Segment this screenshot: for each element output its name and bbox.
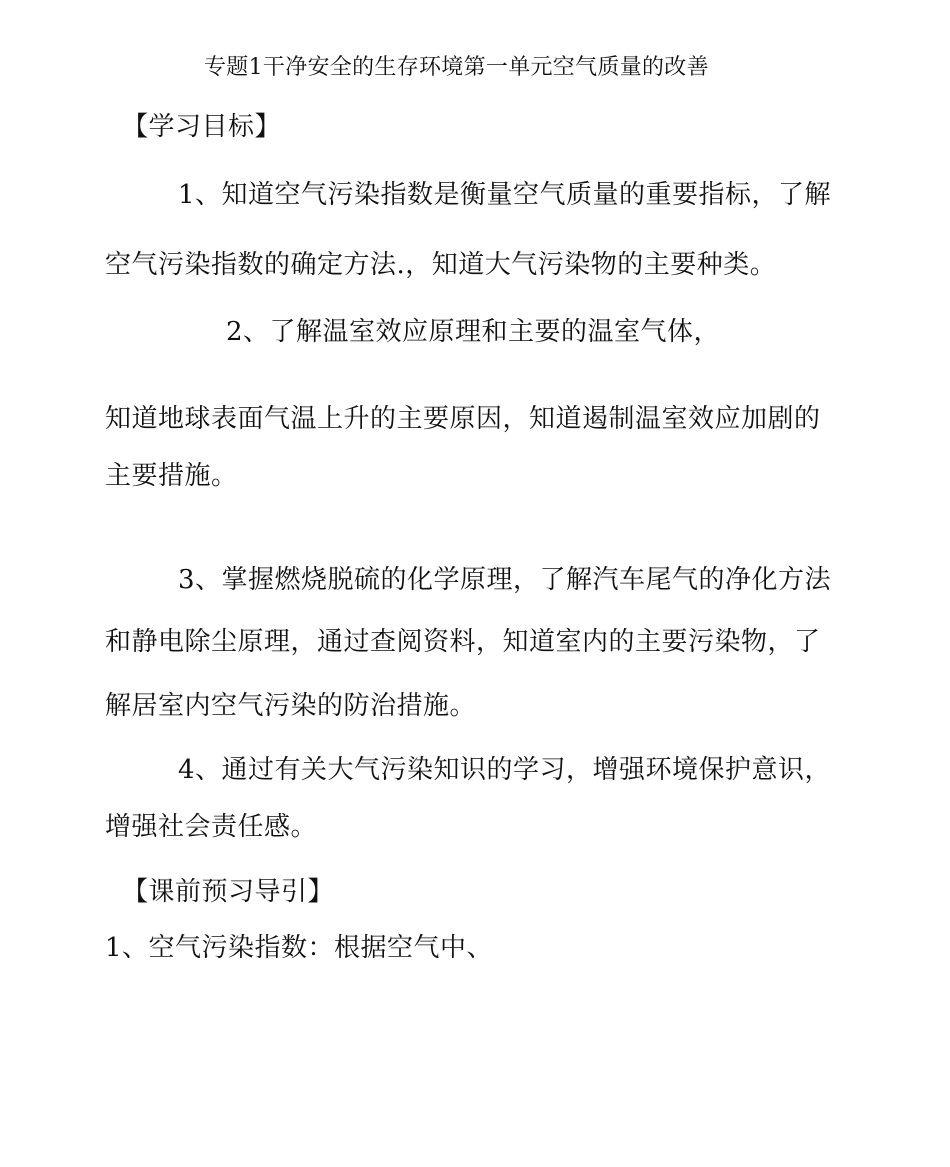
goal-1-line-1: 1、知道空气污染指数是衡量空气质量的重要指标，了解 — [178, 180, 832, 210]
goal-2-line-1: 2、了解温室效应原理和主要的温室气体， — [226, 317, 721, 347]
section-heading-goals: 【学习目标】 — [122, 112, 282, 142]
goal-2-line-3: 主要措施。 — [105, 461, 238, 491]
goal-3-line-1: 3、掌握燃烧脱硫的化学原理，了解汽车尾气的净化方法 — [178, 565, 832, 595]
section-heading-preview: 【课前预习导引】 — [122, 877, 335, 907]
goal-3-line-2: 和静电除尘原理，通过查阅资料，知道室内的主要污染物，了 — [105, 627, 821, 657]
goal-4-line-2: 增强社会责任感。 — [105, 812, 318, 842]
preview-item-1-line-1: 1、空气污染指数：根据空气中、 — [105, 933, 494, 963]
goal-3-line-3: 解居室内空气污染的防治措施。 — [105, 691, 477, 721]
document-title: 专题1干净安全的生存环境第一单元空气质量的改善 — [204, 55, 709, 80]
goal-4-line-1: 4、通过有关大气污染知识的学习，增强环境保护意识， — [178, 755, 832, 785]
goal-2-line-2: 知道地球表面气温上升的主要原因，知道遏制温室效应加剧的 — [105, 404, 821, 434]
goal-1-line-2: 空气污染指数的确定方法.，知道大气污染物的主要种类。 — [105, 250, 777, 280]
